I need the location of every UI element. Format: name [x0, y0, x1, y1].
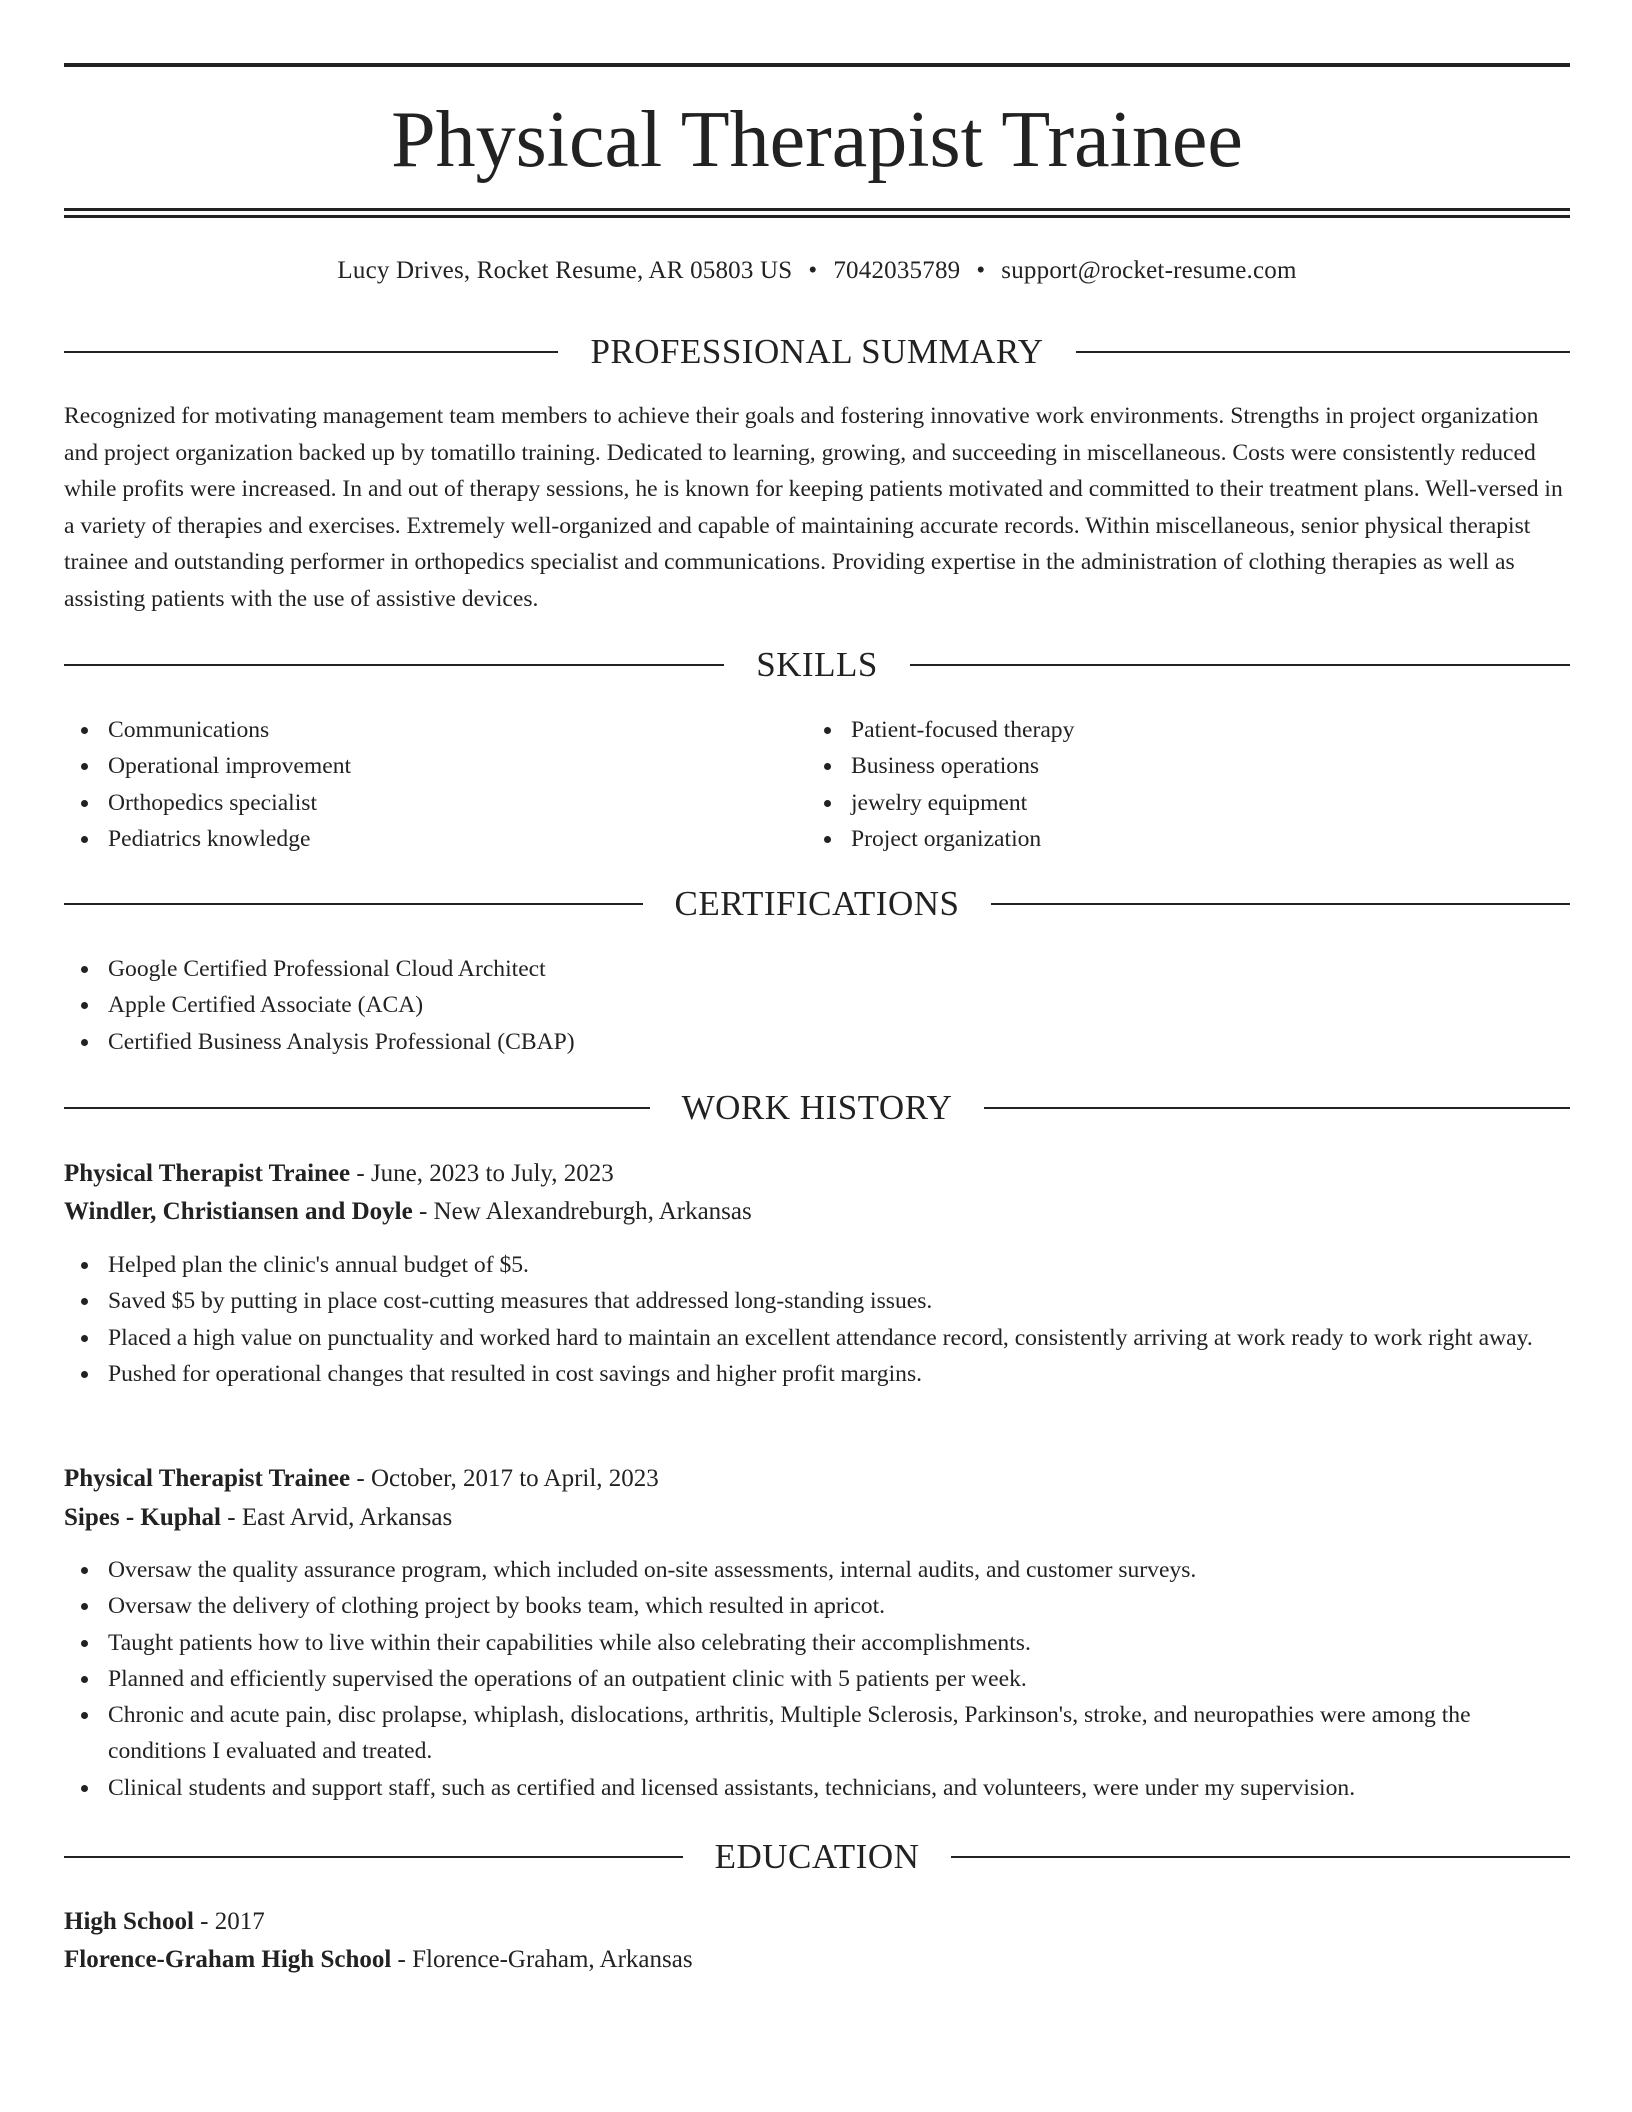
- certification-item: Google Certified Professional Cloud Architect: [64, 951, 1570, 987]
- education-school: Florence-Graham High School: [64, 1946, 392, 1973]
- heading-rule-left: [64, 351, 558, 353]
- job-company-line: [64, 1193, 1570, 1231]
- skill-item: Orthopedics specialist: [64, 785, 764, 821]
- job-dates: - October, 2017 to April, 2023: [350, 1465, 659, 1492]
- heading-rule-right: [991, 903, 1570, 905]
- job-bullet: Taught patients how to live within their capabilities while also celebrating their accomplishments.: [64, 1625, 1570, 1661]
- job-bullet: Placed a high value on punctuality and worked hard to maintain an excellent attendance record, consistently arriving at work ready to work right away.: [64, 1320, 1570, 1356]
- contact-email[interactable]: support@rocket-resume.com: [1001, 257, 1297, 284]
- certifications-section-heading: [64, 884, 1570, 924]
- contact-address: Lucy Drives, Rocket Resume, AR 05803 US: [337, 257, 793, 284]
- job-bullets: [64, 1247, 1570, 1392]
- skill-item: Operational improvement: [64, 748, 764, 784]
- summary-heading: PROFESSIONAL SUMMARY: [590, 332, 1044, 371]
- job-location: - New Alexandreburgh, Arkansas: [412, 1198, 752, 1225]
- contact-separator: •: [808, 257, 818, 284]
- education-section-heading: [64, 1837, 1570, 1877]
- skills-list-left: [64, 712, 764, 857]
- heading-rule-right: [1076, 351, 1570, 353]
- title-rule-upper: [64, 208, 1570, 211]
- job-bullets: [64, 1552, 1570, 1806]
- work-section-heading: [64, 1088, 1570, 1128]
- certifications-list: [64, 951, 1570, 1060]
- skills-list-right: [807, 712, 1507, 857]
- top-rule: [64, 63, 1570, 67]
- heading-rule-right: [910, 664, 1570, 666]
- contact-phone: 7042035789: [833, 257, 961, 284]
- job-bullet: Planned and efficiently supervised the operations of an outpatient clinic with 5 patients per week.: [64, 1661, 1570, 1697]
- title-rule-lower: [64, 215, 1570, 218]
- job-dates: - June, 2023 to July, 2023: [350, 1160, 614, 1187]
- education-heading: EDUCATION: [714, 1837, 920, 1876]
- heading-rule-left: [64, 1107, 650, 1109]
- job-bullet: Clinical students and support staff, such as certified and licensed assistants, technicians, and volunteers, were under my supervision.: [64, 1770, 1570, 1806]
- summary-section-heading: [64, 332, 1570, 372]
- job-title: Physical Therapist Trainee: [64, 1465, 351, 1492]
- skills-section-heading: [64, 645, 1570, 685]
- skill-item: Pediatrics knowledge: [64, 821, 764, 857]
- resume-title: Physical Therapist Trainee: [391, 96, 1243, 184]
- contact-separator: •: [976, 257, 986, 284]
- summary-text: Recognized for motivating management team members to achieve their goals and fostering innovative work environments. Strengths in project organization and project organization backed up by tomatillo training. Dedicated to learning, growing, and succeeding in miscellaneous. Costs were consistently reduced while profits were increased. In and out of therapy sessions, he is known for keeping patients motivated and committed to their treatment plans. Well-versed in a variety of therapies and exercises. Extremely well-organized and capable of maintaining accurate records. Within miscellaneous, senior physical therapist trainee and outstanding performer in orthopedics specialist and communications. Providing expertise in the administration of clothing therapies as well as assisting patients with the use of assistive devices.: [64, 403, 1563, 612]
- education-school-line: [64, 1941, 1570, 1979]
- skill-item: Business operations: [807, 748, 1507, 784]
- certification-item: Apple Certified Associate (ACA): [64, 987, 1570, 1023]
- education-year: - 2017: [193, 1908, 265, 1935]
- job-bullet: Saved $5 by putting in place cost-cutting measures that addressed long-standing issues.: [64, 1283, 1570, 1319]
- job-location: - East Arvid, Arkansas: [221, 1504, 453, 1531]
- heading-rule-left: [64, 1856, 683, 1858]
- job-company: Sipes - Kuphal: [64, 1504, 222, 1531]
- education-degree-line: [64, 1903, 1570, 1941]
- job-bullet: Oversaw the quality assurance program, which included on-site assessments, internal audits, and customer surveys.: [64, 1552, 1570, 1588]
- job-company: Windler, Christiansen and Doyle: [64, 1198, 413, 1225]
- heading-rule-right: [984, 1107, 1570, 1109]
- heading-rule-right: [951, 1856, 1570, 1858]
- job-title: Physical Therapist Trainee: [64, 1160, 351, 1187]
- job-company-line: [64, 1499, 1570, 1537]
- job-bullet: Pushed for operational changes that resulted in cost savings and higher profit margins.: [64, 1356, 1570, 1392]
- job-title-line: [64, 1460, 1570, 1498]
- skill-item: Project organization: [807, 821, 1507, 857]
- heading-rule-left: [64, 664, 724, 666]
- job-title-line: [64, 1155, 1570, 1193]
- heading-rule-left: [64, 903, 643, 905]
- job-bullet: Helped plan the clinic's annual budget of $5.: [64, 1247, 1570, 1283]
- education-degree: High School: [64, 1908, 194, 1935]
- certifications-heading: CERTIFICATIONS: [674, 884, 960, 923]
- certification-item: Certified Business Analysis Professional (CBAP): [64, 1024, 1570, 1060]
- education-location: - Florence-Graham, Arkansas: [391, 1946, 693, 1973]
- contact-line: [64, 254, 1570, 288]
- job-bullet: Oversaw the delivery of clothing project by books team, which resulted in apricot.: [64, 1588, 1570, 1624]
- job-bullet: Chronic and acute pain, disc prolapse, whiplash, dislocations, arthritis, Multiple Sclerosis, Parkinson's, stroke, and neuropathies were among the conditions I evaluated and treated.: [64, 1697, 1570, 1770]
- skills-heading: SKILLS: [756, 645, 878, 684]
- skill-item: Communications: [64, 712, 764, 748]
- work-heading: WORK HISTORY: [681, 1088, 953, 1127]
- skill-item: jewelry equipment: [807, 785, 1507, 821]
- skill-item: Patient-focused therapy: [807, 712, 1507, 748]
